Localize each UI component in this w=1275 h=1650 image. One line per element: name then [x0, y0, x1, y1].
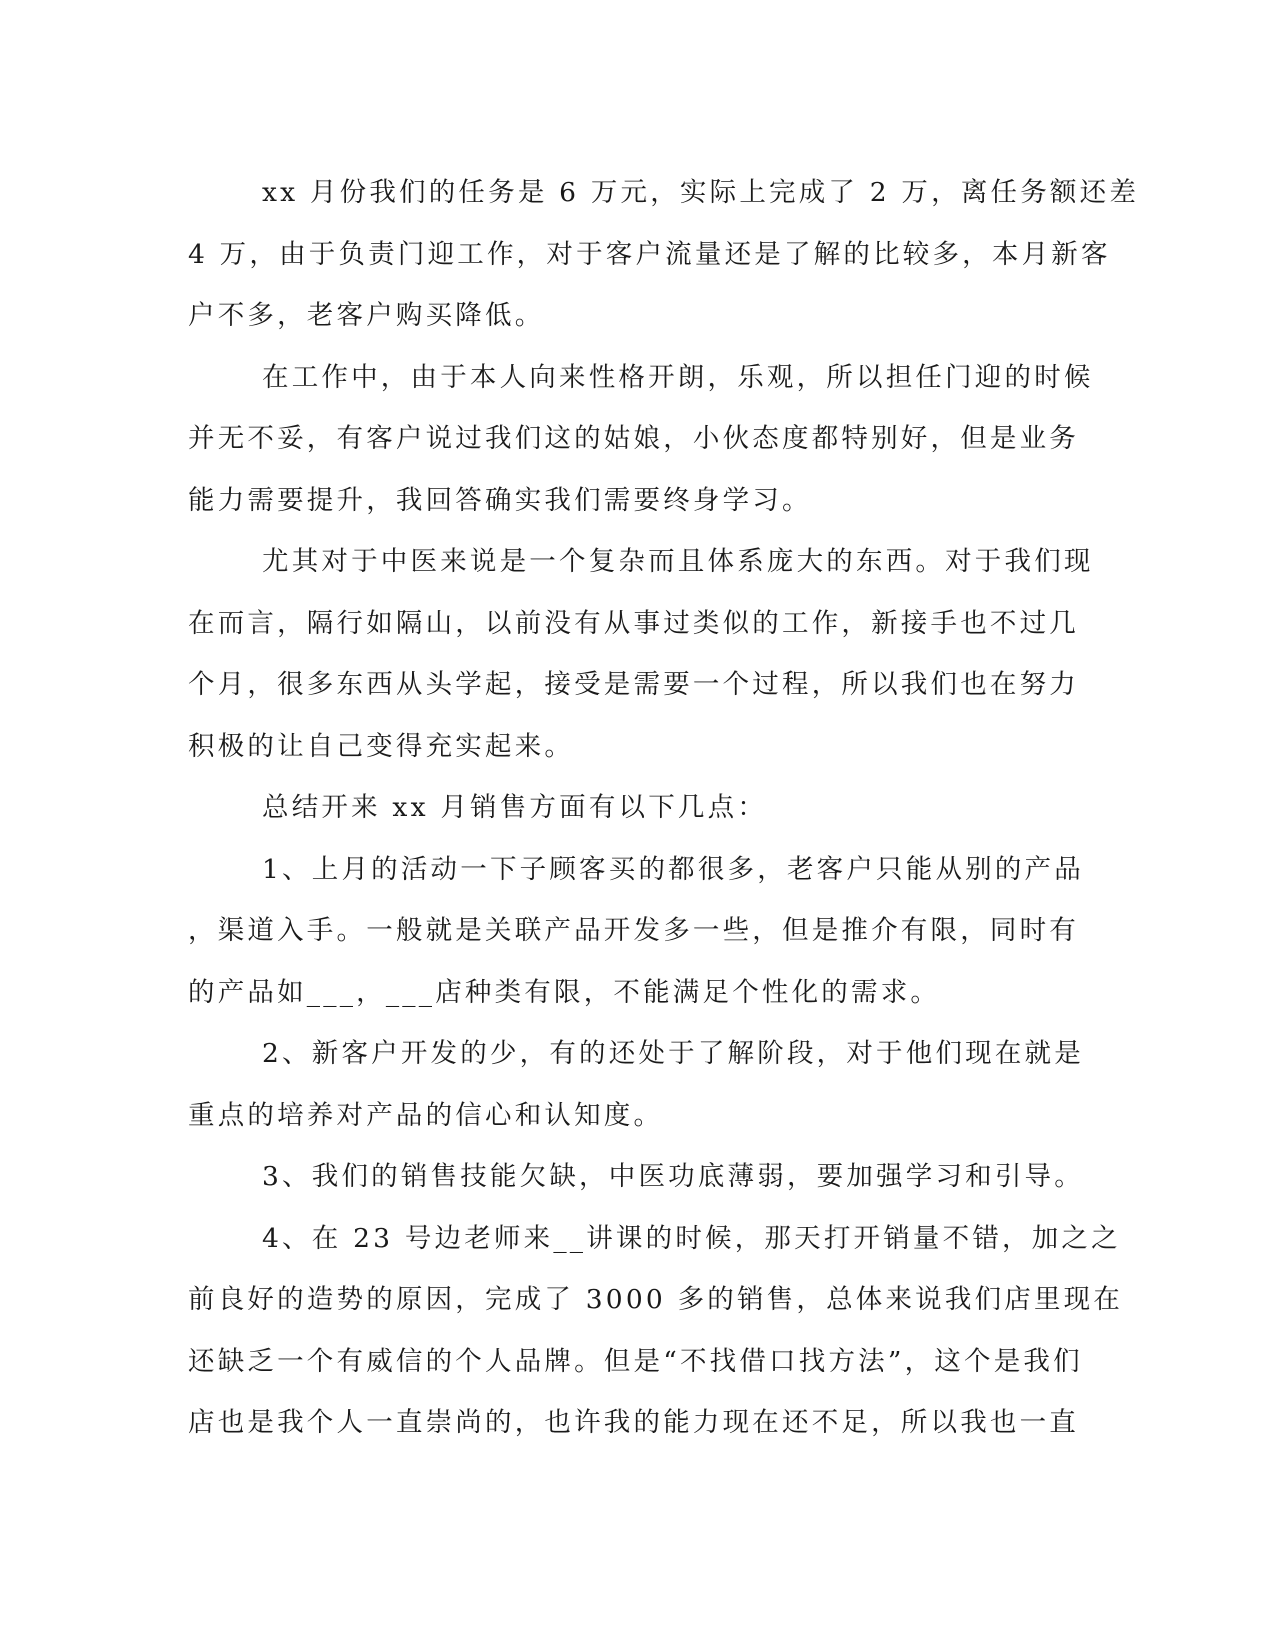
text-line: 4 万，由于负责门迎工作，对于客户流量还是了解的比较多，本月新客 — [188, 238, 1111, 270]
text-line: xx 月份我们的任务是 6 万元，实际上完成了 2 万，离任务额还差 — [262, 177, 1140, 208]
text-line: 前良好的造势的原因，完成了 3000 多的销售，总体来说我们店里现在 — [188, 1284, 1124, 1315]
text-line: 个月，很多东西从头学起，接受是需要一个过程，所以我们也在努力 — [188, 669, 1079, 700]
text-line: 的产品如___，___店种类有限，不能满足个性化的需求。 — [188, 976, 941, 1008]
text-line: 积极的让自己变得充实起来。 — [188, 730, 575, 762]
text-line: 并无不妥，有客户说过我们这的姑娘，小伙态度都特别好，但是业务 — [188, 423, 1079, 454]
text-line: 户不多，老客户购买降低。 — [188, 300, 545, 331]
text-line: 能力需要提升，我回答确实我们需要终身学习。 — [188, 484, 812, 516]
text-line: 2、新客户开发的少，有的还处于了解阶段，对于他们现在就是 — [262, 1038, 1084, 1069]
text-line: 总结开来 xx 月销售方面有以下几点： — [262, 792, 768, 823]
text-line: ，渠道入手。一般就是关联产品开发多一些，但是推介有限，同时有 — [188, 915, 1079, 946]
text-line: 在而言，隔行如隔山，以前没有从事过类似的工作，新接手也不过几 — [188, 607, 1079, 639]
text-line: 1、上月的活动一下子顾客买的都很多，老客户只能从别的产品 — [262, 853, 1084, 885]
text-line: 重点的培养对产品的信心和认知度。 — [188, 1099, 664, 1131]
text-line: 还缺乏一个有威信的个人品牌。但是“不找借口找方法”，这个是我们 — [188, 1345, 1083, 1377]
text-line: 4、在 23 号边老师来__讲课的时候，那天打开销量不错，加之之 — [262, 1222, 1121, 1254]
document-body — [188, 162, 1140, 1454]
text-line: 在工作中，由于本人向来性格开朗，乐观，所以担任门迎的时候 — [262, 361, 1094, 393]
text-line: 3、我们的销售技能欠缺，中医功底薄弱，要加强学习和引导。 — [262, 1161, 1084, 1192]
text-line: 尤其对于中医来说是一个复杂而且体系庞大的东西。对于我们现 — [262, 546, 1094, 577]
text-line: 店也是我个人一直崇尚的，也许我的能力现在还不足，所以我也一直 — [188, 1407, 1079, 1438]
